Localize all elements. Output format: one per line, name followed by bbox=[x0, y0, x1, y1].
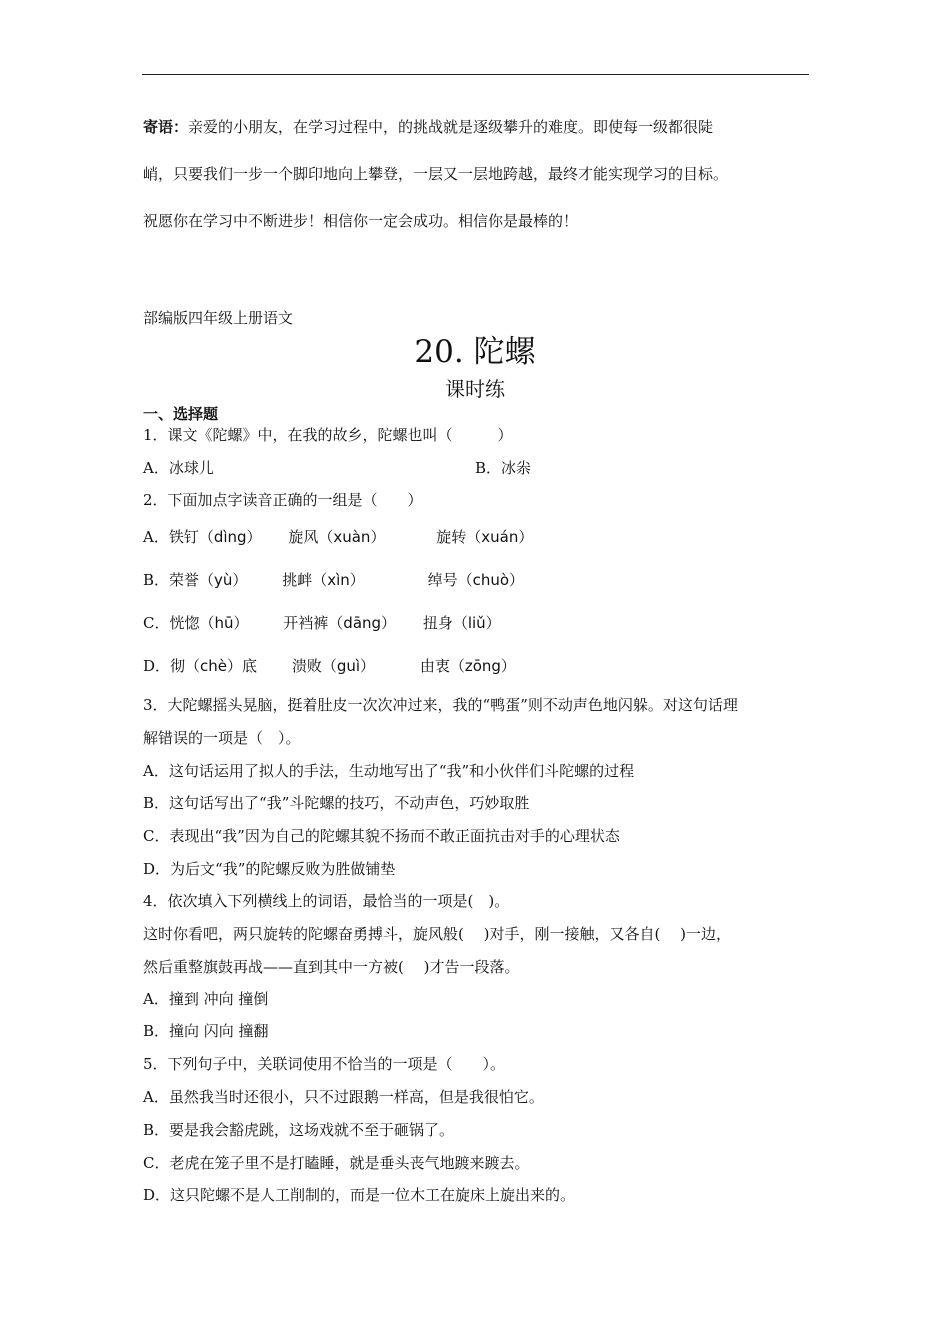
q1-option-b: B．冰尜 bbox=[475, 459, 532, 477]
q2b-pinyin3: （chuò） bbox=[457, 571, 525, 589]
q3-stem-2: 解错误的一项是（ ）。 bbox=[143, 729, 301, 747]
q2-stem: 2．下面加点字读音正确的一组是（ ） bbox=[143, 491, 423, 509]
q4-text-2: 然后重整旗鼓再战——直到其中一方被( )才告一段落。 bbox=[143, 958, 520, 976]
q2-option-c bbox=[143, 613, 501, 633]
greeting-line-3: 祝愿你在学习中不断进步！相信你一定会成功。相信你是最棒的！ bbox=[143, 212, 579, 230]
lesson-subtitle: 课时练 bbox=[445, 377, 505, 401]
q3-stem-1: 3．大陀螺摇头晃脑，挺着肚皮一次次冲过来，我的“鸭蛋”则不动声色地闪躲。对这句话理 bbox=[143, 696, 738, 714]
q2b-pinyin1: （yù） bbox=[199, 571, 248, 589]
greeting-label: 寄语： bbox=[143, 118, 189, 136]
q2-option-b bbox=[143, 570, 524, 590]
q2b-word3: 绰号 bbox=[427, 571, 458, 589]
q5-option-b: B．要是我会豁虎跳，这场戏就不至于砸锅了。 bbox=[143, 1121, 455, 1139]
q3-option-c: C．表现出“我”因为自己的陀螺其貌不扬而不敢正面抗击对手的心理状态 bbox=[143, 827, 620, 845]
q2d-word3: 由衷 bbox=[419, 657, 450, 675]
q5-option-a: A．虽然我当时还很小，只不过跟鹅一样高，但是我很怕它。 bbox=[143, 1088, 544, 1106]
q1-stem: 1．课文《陀螺》中，在我的故乡，陀螺也叫（ ） bbox=[143, 426, 513, 444]
q2a-word3: 旋转 bbox=[436, 528, 467, 546]
q4-option-b: B．撞向 闪向 撞翻 bbox=[143, 1022, 269, 1040]
greeting-line-2: 峭，只要我们一步一个脚印地向上攀登，一层又一层地跨越，最终才能实现学习的目标。 bbox=[143, 165, 729, 183]
q2c-pinyin2: （dāng） bbox=[328, 614, 397, 632]
q2d-pinyin1: （chè） bbox=[185, 657, 243, 675]
q2d-pinyin3: （zōng） bbox=[449, 657, 516, 675]
q2-option-a bbox=[143, 527, 533, 547]
q2-option-d bbox=[143, 656, 516, 676]
lesson-title: 20. 陀螺 bbox=[414, 334, 536, 370]
q2d-pinyin2: （guì） bbox=[321, 657, 376, 675]
greeting-line-1 bbox=[143, 117, 713, 137]
q2c-word2: 开裆裤 bbox=[283, 614, 329, 632]
q2b-pinyin2: （xìn） bbox=[312, 571, 365, 589]
q3-option-d: D．为后文“我”的陀螺反败为胜做铺垫 bbox=[143, 860, 396, 878]
q5-option-d: D．这只陀螺不是人工削制的，而是一位木工在旋床上旋出来的。 bbox=[143, 1186, 576, 1204]
q5-stem: 5．下列句子中，关联词使用不恰当的一项是（ ）。 bbox=[143, 1055, 506, 1073]
q2d-word2: 溃败 bbox=[291, 657, 322, 675]
q2d-word1-tail: 底 bbox=[242, 657, 258, 675]
q4-stem: 4．依次填入下列横线上的词语，最恰当的一项是( )。 bbox=[143, 892, 510, 910]
book-label: 部编版四年级上册语文 bbox=[143, 309, 294, 327]
q2c-pinyin1: （hū） bbox=[199, 614, 249, 632]
q3-option-b: B．这句话写出了“我”斗陀螺的技巧，不动声色，巧妙取胜 bbox=[143, 794, 530, 812]
q2a-pinyin1: （dìng） bbox=[198, 528, 262, 546]
q2c-pinyin3: （liǔ） bbox=[452, 614, 501, 632]
greeting-text-1: 亲爱的小朋友，在学习过程中，的挑战就是逐级攀升的难度。即使每一级都很陡 bbox=[188, 118, 714, 136]
q1-option-a: A．冰球儿 bbox=[143, 459, 214, 477]
section-heading: 一、选择题 bbox=[143, 405, 219, 423]
q4-text-1: 这时你看吧，两只旋转的陀螺奋勇搏斗，旋风般( )对手，刚一接触，又各自( )一边， bbox=[143, 925, 731, 943]
q2a-word2: 旋风 bbox=[288, 528, 319, 546]
header-rule bbox=[142, 74, 809, 75]
q3-option-a: A．这句话运用了拟人的手法，生动地写出了“我”和小伙伴们斗陀螺的过程 bbox=[143, 762, 635, 780]
q2d-word1: D．彻 bbox=[143, 657, 186, 675]
q2a-pinyin3: （xuán） bbox=[466, 528, 534, 546]
q2c-word3: 扭身 bbox=[422, 614, 453, 632]
q2a-word1: A．铁钉 bbox=[143, 528, 199, 546]
q2c-word1: C．恍惚 bbox=[143, 614, 200, 632]
q2b-word2: 挑衅 bbox=[282, 571, 313, 589]
q5-option-c: C．老虎在笼子里不是打瞌睡，就是垂头丧气地踱来踱去。 bbox=[143, 1154, 530, 1172]
q2a-pinyin2: （xuàn） bbox=[318, 528, 386, 546]
q4-option-a: A．撞到 冲向 撞倒 bbox=[143, 990, 269, 1008]
q2b-word1: B．荣誉 bbox=[143, 571, 200, 589]
